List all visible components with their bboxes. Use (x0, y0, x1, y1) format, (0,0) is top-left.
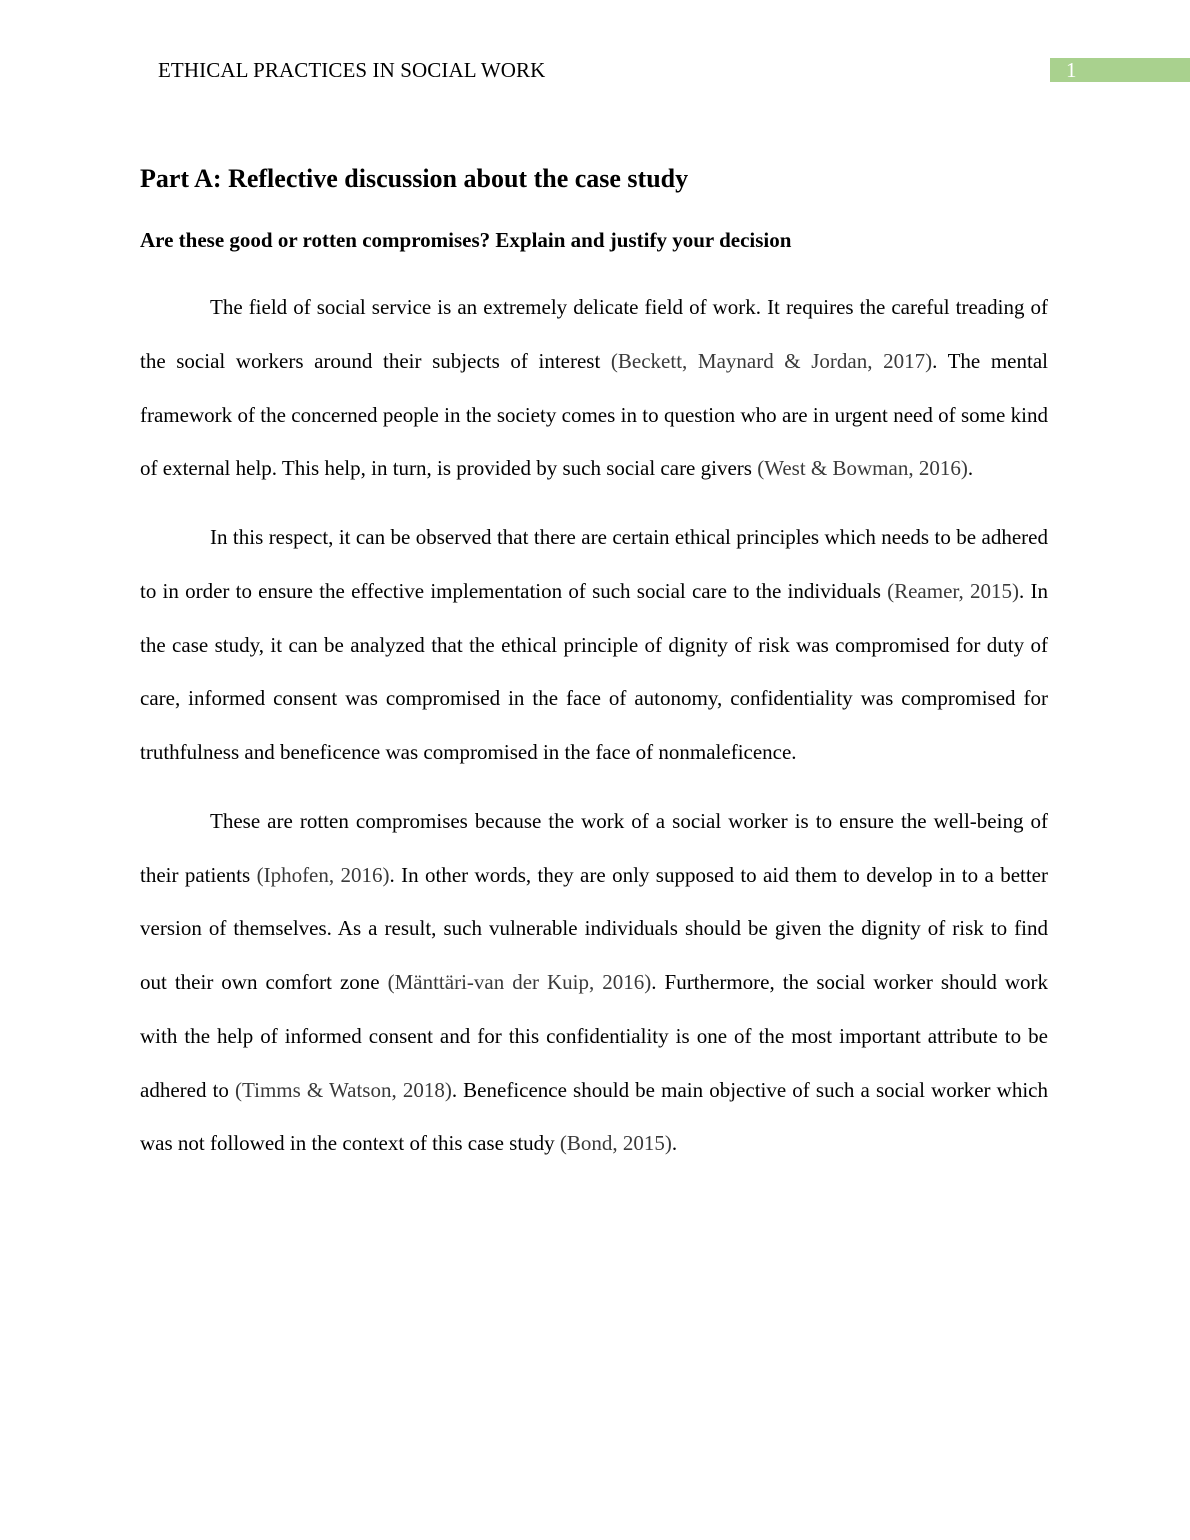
question-subheading: Are these good or rotten compromises? Explain and justify your decision (140, 228, 792, 252)
citation: (Mänttäri-van der Kuip, 2016) (387, 970, 652, 994)
text-segment: . The mental framework of the concerned people in the society comes in to question who are in urgent need of some kind of external help. This help, in turn, is provided by such social care givers (140, 348, 1048, 481)
citation: (Bond, 2015) (559, 1131, 672, 1156)
citation: (Reamer, 2015) (887, 578, 1020, 603)
citation: (West & Bowman, 2016) (757, 456, 968, 481)
page-number-band (1050, 58, 1190, 82)
running-header-title: ETHICAL PRACTICES IN SOCIAL WORK (158, 58, 546, 82)
paragraph-1 (140, 281, 1048, 496)
document-body (140, 281, 1048, 1186)
page-number: 1 (1066, 58, 1077, 82)
text-segment: . In other words, they are only supposed to aid them to develop in to a better version of themselves. As a result, such vulnerable individuals should be given the dignity of risk to find out their own comfort zone (140, 862, 1048, 994)
text-segment: The field of social service is an extremely delicate field of work. It requires the careful treading of the social workers around their subjects of interest (140, 295, 1048, 373)
text-segment: . Beneficence should be main objective of such a social worker which was not followed in the context of this case study (140, 1077, 1048, 1156)
section-heading: Part A: Reflective discussion about the case study (140, 164, 689, 193)
text-segment: In this respect, it can be observed that there are certain ethical principles which needs to be adhered to in order to ensure the effective implementation of such social care to the individuals (140, 525, 1048, 603)
text-segment: . Furthermore, the social worker should work with the help of informed consent and for this confidentiality is one of the most important attribute to be adhered to (140, 970, 1048, 1102)
text-segment: These are rotten compromises because the work of a social worker is to ensure the well-being of their patients (140, 808, 1048, 887)
paragraph-2 (140, 511, 1048, 780)
paragraph-3 (140, 795, 1048, 1171)
citation: (Timms & Watson, 2018) (235, 1077, 452, 1102)
citation: (Beckett, Maynard & Jordan, 2017) (610, 348, 933, 373)
citation: (Iphofen, 2016) (256, 862, 390, 887)
text-segment: . In the case study, it can be analyzed that the ethical principle of dignity of risk was compromised for duty of care, informed consent was compromised in the face of autonomy, confidentiality was compromised for truthfulness and beneficence was compromised in the face of nonmaleficence. (140, 578, 1048, 764)
text-segment: . (671, 1131, 678, 1156)
text-segment: . (967, 456, 974, 481)
